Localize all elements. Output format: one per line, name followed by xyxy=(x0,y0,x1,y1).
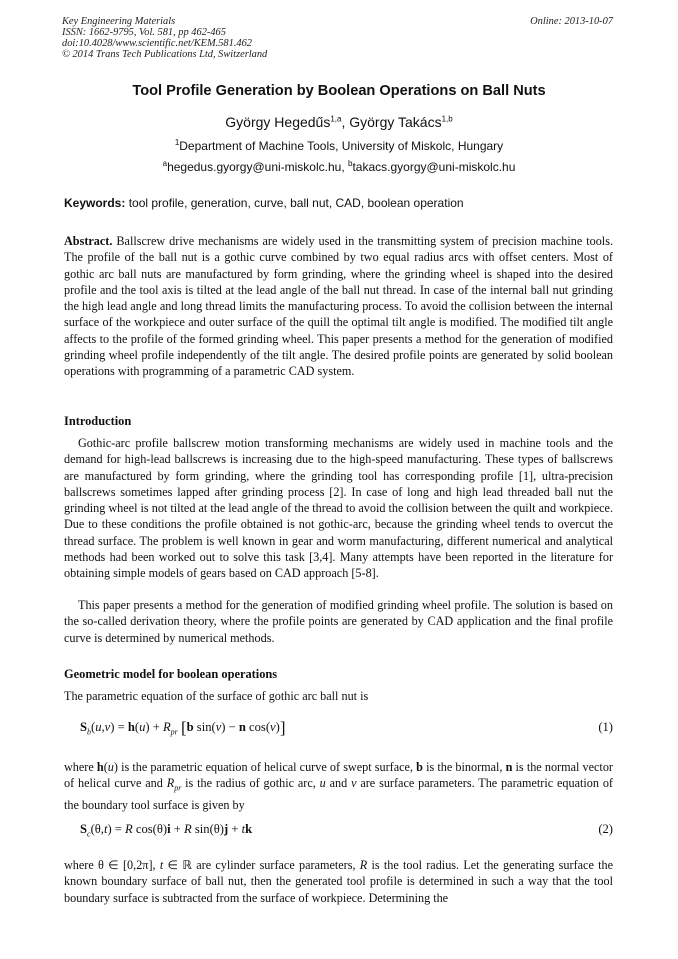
author-sup: 1,b xyxy=(441,114,453,124)
geometric-paragraph-2: where h(u) is the parametric equation of helical curve of swept surface, b is the binormal, n is the normal vector of helical curve and $R_{pr}$ is the radius of gothic arc, u and v are surface parameters. The parametric equation of the boundary tool surface is given by xyxy=(64,760,613,813)
keywords-label: Keywords: xyxy=(64,196,126,210)
geometric-paragraph-1: The parametric equation of the surface of gothic arc ball nut is xyxy=(64,689,369,703)
intro-paragraph-1: Gothic-arc profile ballscrew motion transforming mechanisms are widely used in machine tools and the demand for high-lead ballscrews is increasing due to the high-speed manufacturing. These types of ballscrews are manufactured by form grinding, where the grinding tool has corresponding profile [1], ultra-precision ballscrews sometimes lapped after grinding process [2]. In case of long and high lead threaded ball nut the grinding wheel is not tilted at the lead angle of the thread to avoid the collision between the quilt and workpiece. Due to these conditions the profile obtained is not gothic-arc, because the grinding wheel tends to overcut the thread surface. The problem is well known in gear and worm manufacturing, different numerical and analytical methods had been worked out to solve this task [3,4]. Many attempts have been reported in the literature for obtaining simple models of gears based on CAD approach [5-8]. xyxy=(64,436,613,581)
affiliation-sup: 1 xyxy=(174,138,180,147)
email-link[interactable]: takacs.gyorgy@uni-miskolc.hu xyxy=(352,160,516,174)
email-sup: a xyxy=(162,159,168,168)
affiliation-text: Department of Machine Tools, University of Miskolc, Hungary xyxy=(179,139,504,153)
affiliation xyxy=(0,139,678,153)
issn-line: ISSN: 1662-9795, Vol. 581, pp 462-465 xyxy=(62,27,226,38)
keywords-text: tool profile, generation, curve, ball nut, CAD, boolean operation xyxy=(128,196,464,210)
equation-2-number: (2) xyxy=(598,822,613,836)
equation-2 xyxy=(80,822,613,839)
email-list: $^a$hegedus.gyorgy@uni-miskolc.hu, $^b$takacs.gyorgy@uni-miskolc.hu xyxy=(162,159,516,174)
geometric-paragraph-3: where θ ∈ [0,2π], t ∈ ℝ are cylinder surface parameters, R is the tool radius. Let the generating surface the known boundary surface of ball nut, then the generated tool profile is determined in such a way that the tool boundary surface is subtracted from the surface of workpiece. Determining the xyxy=(64,858,613,905)
abstract-text: Ballscrew drive mechanisms are widely used in the transmitting system of precision machine tools. The profile of the ball nut is a gothic curve combined by two equal radius arcs with offset centers. Most of gothic arc ball nuts are manufactured by form grinding, where the grinding wheel is shaped into the desired profile and the tool axis is tilted at the lead angle of the ball nut thread. In case of the internal ball nut grinding the high lead angle and long thread limits the manufacturing process. To avoid the collision between the internal surface of the workpiece and outer surface of the quill the optimal tilt angle is modified. The modified tilt angle affects to the profile of the formed grinding wheel. This paper presents a method for the generation of modified grinding wheel profile independently of the tilt angle. The desired profile points are generated by solid boolean operations with programming of a parametric CAD system. xyxy=(64,234,613,379)
author-name: György Hegedűs xyxy=(225,114,331,130)
equation-1 xyxy=(80,720,613,737)
equation-1-number: (1) xyxy=(598,720,613,734)
author-sup: 1,a xyxy=(330,114,342,124)
journal-header xyxy=(62,16,267,60)
intro-paragraph-2: This paper presents a method for the generation of modified grinding wheel profile. The solution is based on the so-called derivation theory, where the profile points are generated by CAD application and the final profile curve is determined by numerical methods. xyxy=(64,598,613,645)
section-heading-introduction: Introduction xyxy=(64,414,132,428)
section-heading-geometric-model: Geometric model for boolean operations xyxy=(64,667,278,681)
abstract-label: Abstract. xyxy=(64,234,113,248)
doi-line[interactable]: doi:10.4028/www.scientific.net/KEM.581.462 xyxy=(62,38,252,49)
online-date: Online: 2013-10-07 xyxy=(530,16,613,27)
email-link[interactable]: hegedus.gyorgy@uni-miskolc.hu xyxy=(167,160,342,174)
journal-name: Key Engineering Materials xyxy=(62,16,176,27)
email-sup: b xyxy=(348,159,353,168)
author-list: György Hegedűs$^{1,a}$, György Takács$^{1,b}$ xyxy=(225,114,453,130)
author-name: György Takács xyxy=(349,114,442,130)
paper-title: Tool Profile Generation by Boolean Operations on Ball Nuts xyxy=(132,83,546,99)
equation-1-formula: $S_b(u,v) = h(u) + R_{pr}$ [b sin(v) − n cos(v)] xyxy=(80,718,286,737)
keywords xyxy=(64,196,464,210)
abstract xyxy=(64,233,613,380)
copyright-line: © 2014 Trans Tech Publications Ltd, Switzerland xyxy=(62,49,268,60)
equation-2-formula: $S_c(\theta,t) = R$ cos(θ)i + R sin(θ)j + tk xyxy=(80,822,253,839)
